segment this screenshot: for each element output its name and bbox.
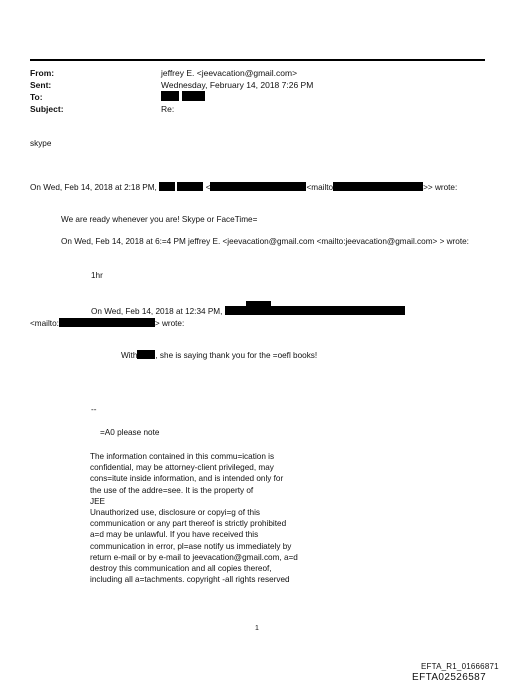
to-redaction-1 [161, 91, 179, 101]
reply-1: We are ready whenever you are! Skype or FaceTime= [61, 215, 258, 224]
footer-ref-2: EFTA02526587 [412, 672, 487, 683]
disclaimer-line: Unauthorized use, disclosure or copyi=g of this [90, 508, 260, 518]
reply-3 [121, 350, 317, 360]
quote1-suffix: >> wrote: [423, 183, 458, 192]
disclaimer-line: the use of the addre=see. It is the property of [90, 485, 254, 495]
disclaimer-line: destroy this communication and all copies thereof, [90, 564, 272, 574]
disclaimer-line: including all a=tachments. copyright -all rights reserved [90, 575, 290, 585]
to-label: To: [30, 92, 43, 102]
subject-value: Re: [161, 104, 175, 114]
footer-ref-1: EFTA_R1_01666871 [421, 662, 499, 671]
quote1-prefix: On Wed, Feb 14, 2018 at 2:18 PM, [30, 183, 157, 192]
sent-value: Wednesday, February 14, 2018 7:26 PM [161, 80, 314, 90]
disclaimer-line: a=d may be unlawful. If you have received this [90, 530, 259, 540]
disclaimer-line: confidential, may be attorney-client privileged, may [90, 463, 274, 473]
reply-2: 1hr [91, 271, 103, 280]
to-redaction-2 [182, 91, 205, 101]
quote-header-1 [30, 182, 457, 192]
quote1-mailto: <mailto [306, 183, 334, 192]
page-number: 1 [255, 625, 259, 632]
disclaimer-line: cons=itute inside information, and is intended only for [90, 474, 284, 484]
reply3-suffix: , she is saying thank you for the =oefl books! [155, 351, 318, 360]
quote1-redaction-b [177, 182, 203, 191]
quote3-mailto: <mailto: [30, 319, 59, 328]
disclaimer-line: JEE [90, 496, 106, 506]
quote3-suffix: > wrote: [154, 319, 185, 328]
sent-label: Sent: [30, 80, 52, 90]
disclaimer-line: return e-mail or by e-mail to jeevacation@gmail.com, a=d [90, 552, 298, 562]
from-label: From: [30, 68, 55, 78]
quote1-redaction-d [333, 182, 423, 191]
header-rule [30, 59, 485, 61]
quote3-redaction-a [225, 306, 405, 315]
quote1-redaction-c [210, 182, 306, 191]
disclaimer-block [90, 451, 320, 585]
reply3-prefix: With [121, 351, 138, 360]
quote-header-3 [91, 306, 405, 316]
quote1-redaction-a [159, 182, 175, 191]
disclaimer-line: communication or any part thereof is strictly prohibited [90, 519, 287, 529]
quote3-redaction-b [59, 318, 155, 327]
quote-header-2: On Wed, Feb 14, 2018 at 6:=4 PM jeffrey E. <jeevacation@gmail.com <mailto:jeevacation@gmail.com> > wrote: [61, 237, 469, 246]
disclaimer-line: communication in error, pl=ase notify us immediately by [90, 541, 292, 551]
quote3-prefix: On Wed, Feb 14, 2018 at 12:34 PM, [91, 307, 223, 316]
body-skype: skype [30, 139, 52, 148]
reply3-redaction [137, 350, 155, 359]
quote1-lt: < [205, 183, 211, 192]
please-note: =A0 please note [100, 428, 160, 437]
quote-header-3-cont [30, 318, 184, 328]
subject-label: Subject: [30, 104, 64, 114]
signature-dashes: -- [91, 405, 97, 414]
disclaimer-line: The information contained in this commu=ication is [90, 452, 275, 461]
from-value: jeffrey E. <jeevacation@gmail.com> [161, 68, 298, 78]
